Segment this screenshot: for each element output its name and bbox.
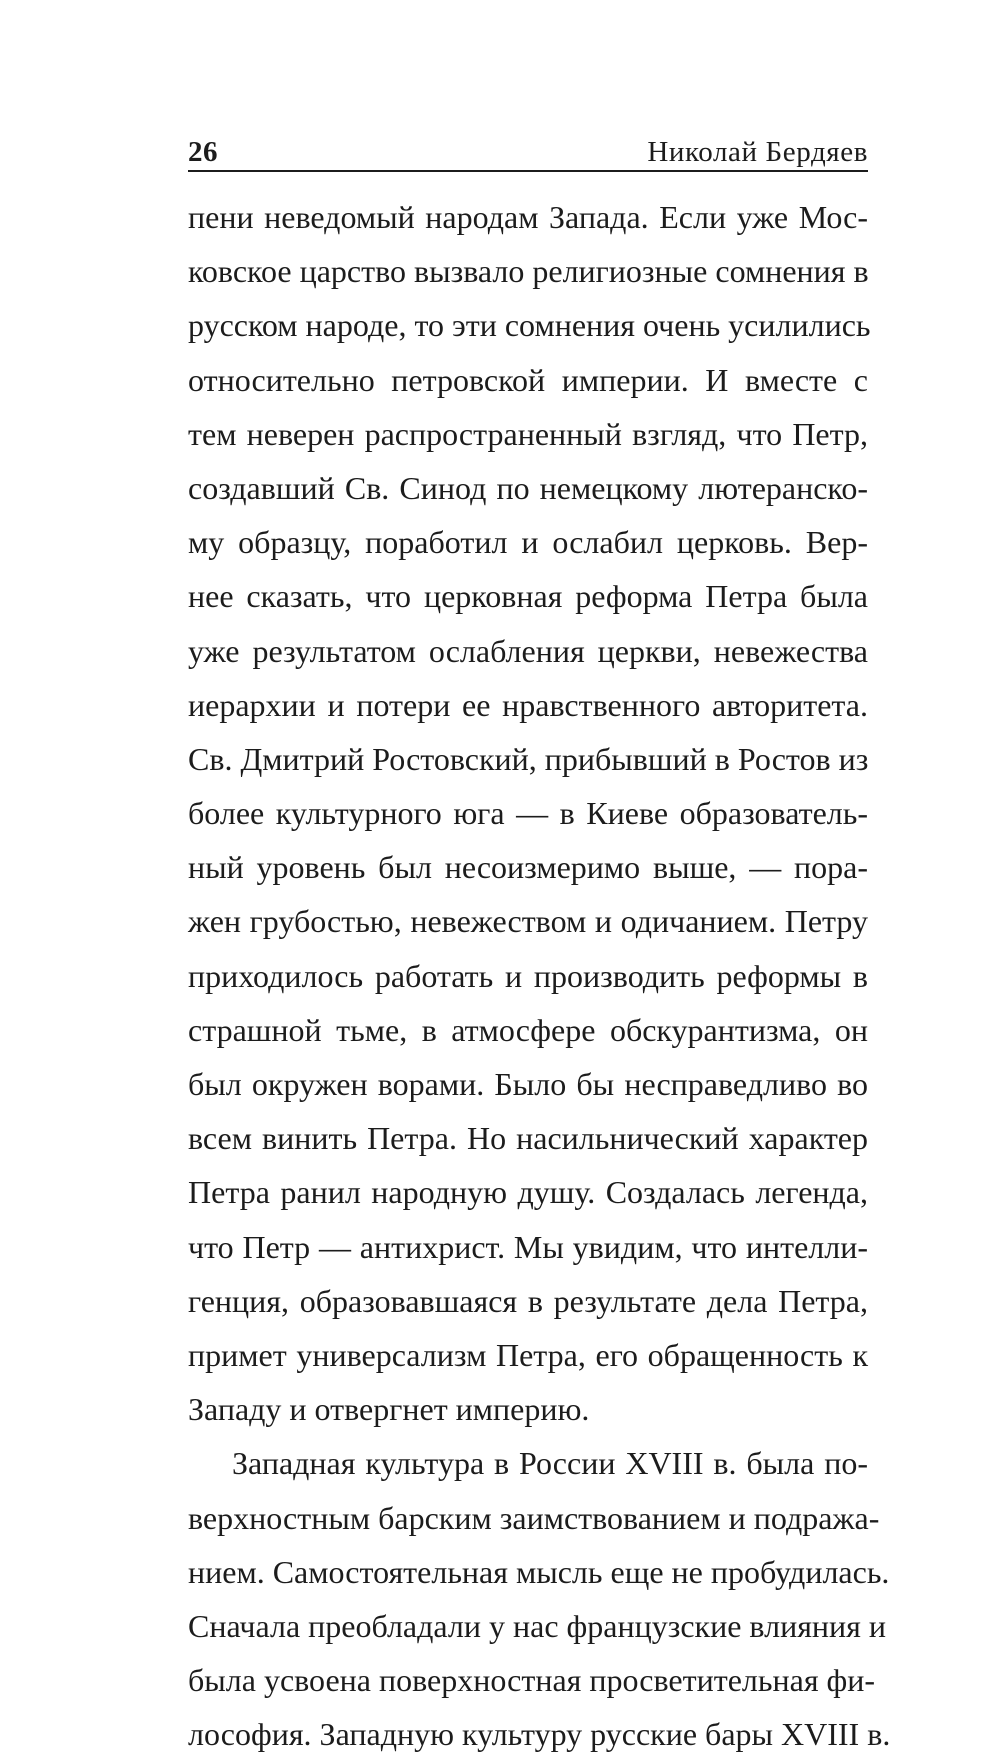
- text-line: ный уровень был несоизмеримо выше, — пора-: [188, 849, 868, 886]
- text-line: нием. Самостоятельная мысль еще не пробудилась.: [188, 1553, 890, 1590]
- running-head-author: Николай Бердяев: [647, 136, 868, 168]
- text-line: был окружен ворами. Было бы несправедливо во: [188, 1066, 868, 1102]
- text-line: примет универсализм Петра, его обращенность к: [188, 1336, 868, 1373]
- text-line: уже результатом ослабления церкви, невежества: [188, 632, 868, 669]
- text-line: Св. Дмитрий Ростовский, прибывший в Ростов из: [188, 740, 869, 777]
- running-head: [188, 128, 868, 172]
- text-line: более культурного юга — в Киеве образователь-: [188, 795, 868, 832]
- text-line: лософия. Западную культуру русские бары XVIII в.: [188, 1716, 891, 1753]
- page-number: 26: [188, 136, 218, 168]
- header-rule: [188, 170, 868, 172]
- text-line: Петра ранил народную душу. Создалась легенда,: [188, 1174, 868, 1211]
- text-line: му образцу, поработил и ослабил церковь. Вер-: [188, 524, 868, 561]
- text-line: относительно петровской империи. И вместе с: [188, 361, 868, 398]
- text-line: русском народе, то эти сомнения очень усилились: [188, 307, 871, 344]
- text-line: жен грубостью, невежеством и одичанием. Петру: [188, 903, 868, 940]
- text-line: что Петр — антихрист. Мы увидим, что интелли-: [188, 1228, 868, 1265]
- body-text: [188, 190, 891, 1761]
- text-line: нее сказать, что церковная реформа Петра была: [188, 578, 868, 615]
- text-line: пени неведомый народам Запада. Если уже Мос-: [188, 199, 868, 235]
- paragraph-first-line: Западная культура в России XVIII в. была по-: [232, 1445, 868, 1482]
- paragraph-end-line: Западу и отвергнет империю.: [188, 1391, 590, 1428]
- text-line: всем винить Петра. Но насильнический характер: [188, 1120, 868, 1157]
- text-line: была усвоена поверхностная просветительная фи-: [188, 1662, 876, 1699]
- text-line: создавший Св. Синод по немецкому лютеранско-: [188, 469, 868, 506]
- text-line: ковское царство вызвало религиозные сомнения в: [188, 253, 869, 290]
- text-line: генция, образовавшаяся в результате дела Петра,: [188, 1282, 868, 1319]
- text-line: страшной тьме, в атмосфере обскурантизма, он: [188, 1011, 868, 1048]
- text-line: иерархии и потери ее нравственного авторитета.: [188, 686, 868, 723]
- text-line: тем неверен распространенный взгляд, что Петр,: [188, 415, 868, 452]
- text-line: Сначала преобладали у нас французские влияния и: [188, 1607, 887, 1644]
- text-line: верхностным барским заимствованием и подража-: [188, 1499, 880, 1536]
- text-line: приходилось работать и производить реформы в: [188, 957, 868, 994]
